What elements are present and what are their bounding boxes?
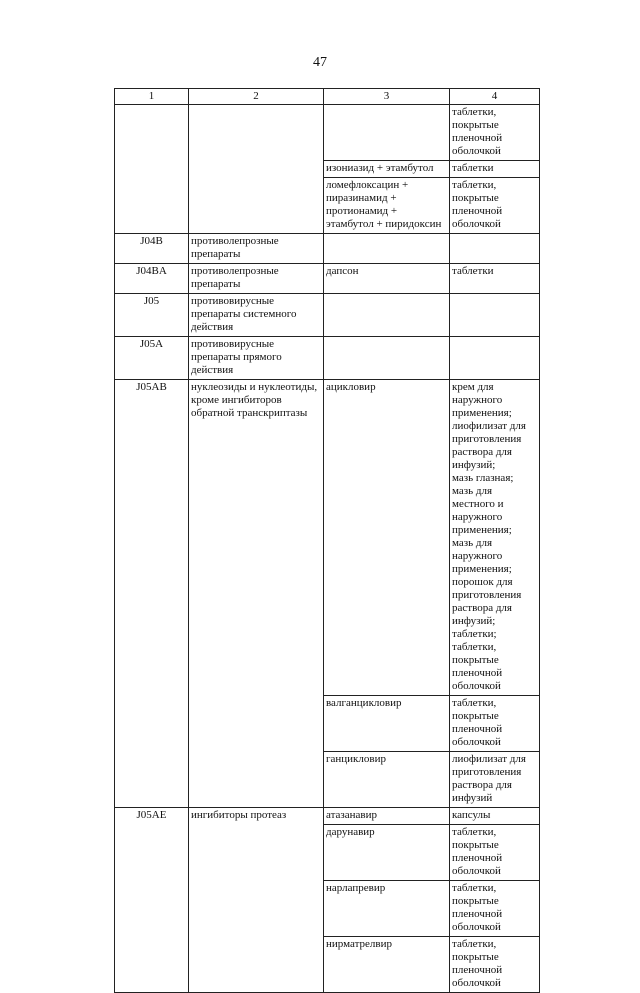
drug-cell — [324, 294, 450, 337]
form-line: лиофилизат для приготовления раствора для инфузий; — [452, 420, 526, 471]
forms-cell — [450, 937, 540, 993]
forms-cell — [450, 752, 540, 808]
page-number: 47 — [313, 55, 327, 70]
drug-cell: изониазид + этамбутол — [324, 161, 450, 178]
group-cell: ингибиторы протеаз — [189, 808, 324, 993]
table-row — [115, 808, 540, 825]
drug-cell: ацикловир — [324, 380, 450, 696]
forms-cell — [450, 696, 540, 752]
group-cell: противолепрозные препараты — [189, 234, 324, 264]
atc-code-cell — [115, 105, 189, 234]
forms-cell — [450, 105, 540, 161]
forms-cell — [450, 234, 540, 264]
forms-cell — [450, 808, 540, 825]
form-line: таблетки, покрытые пленочной оболочкой — [452, 882, 503, 933]
group-cell — [189, 105, 324, 234]
forms-cell — [450, 881, 540, 937]
atc-code-cell: J05AE — [115, 808, 189, 993]
group-cell: нуклеозиды и нуклеотиды, кроме ингибиторов обратной транскриптазы — [189, 380, 324, 808]
form-line: таблетки; — [452, 628, 497, 640]
table-row — [115, 337, 540, 380]
column-header: 1 — [115, 89, 189, 105]
form-line: таблетки, покрытые пленочной оболочкой — [452, 938, 503, 989]
column-header: 4 — [450, 89, 540, 105]
form-line: таблетки, покрытые пленочной оболочкой — [452, 641, 503, 692]
drug-table — [114, 88, 540, 993]
drug-cell: ганцикловир — [324, 752, 450, 808]
table-row — [115, 105, 540, 161]
drug-cell — [324, 234, 450, 264]
forms-cell — [450, 380, 540, 696]
forms-cell — [450, 264, 540, 294]
forms-cell — [450, 178, 540, 234]
forms-cell — [450, 825, 540, 881]
form-line: мазь для местного и наружного применения; — [452, 485, 512, 536]
form-line: таблетки, покрытые пленочной оболочкой — [452, 697, 503, 748]
group-cell: противовирусные препараты прямого действия — [189, 337, 324, 380]
column-header: 2 — [189, 89, 324, 105]
form-line: таблетки — [452, 162, 494, 174]
table-row — [115, 294, 540, 337]
form-line: порошок для приготовления раствора для инфузий; — [452, 576, 522, 627]
atc-code-cell: J05 — [115, 294, 189, 337]
header-row — [115, 89, 540, 105]
drug-cell: дарунавир — [324, 825, 450, 881]
atc-code-cell: J04B — [115, 234, 189, 264]
drug-cell: нирматрелвир — [324, 937, 450, 993]
form-line: мазь для наружного применения; — [452, 537, 512, 575]
form-line: таблетки, покрытые пленочной оболочкой — [452, 826, 503, 877]
group-cell: противолепрозные препараты — [189, 264, 324, 294]
form-line: лиофилизат для приготовления раствора для инфузий — [452, 753, 526, 804]
drug-cell: ломефлоксацин + пиразинамид + протионамид + этамбутол + пиридоксин — [324, 178, 450, 234]
atc-code-cell: J05A — [115, 337, 189, 380]
table-row — [115, 264, 540, 294]
form-line: капсулы — [452, 809, 491, 821]
drug-cell — [324, 105, 450, 161]
form-line: таблетки, покрытые пленочной оболочкой — [452, 179, 503, 230]
column-header: 3 — [324, 89, 450, 105]
drug-cell: атазанавир — [324, 808, 450, 825]
table-row — [115, 380, 540, 696]
forms-cell — [450, 337, 540, 380]
drug-cell: дапсон — [324, 264, 450, 294]
form-line: мазь глазная; — [452, 472, 514, 484]
form-line: таблетки — [452, 265, 494, 277]
group-cell: противовирусные препараты системного действия — [189, 294, 324, 337]
forms-cell — [450, 161, 540, 178]
table-row — [115, 234, 540, 264]
drug-cell: валганцикловир — [324, 696, 450, 752]
atc-code-cell: J05AB — [115, 380, 189, 808]
forms-cell — [450, 294, 540, 337]
atc-code-cell: J04BA — [115, 264, 189, 294]
drug-cell: нарлапревир — [324, 881, 450, 937]
form-line: крем для наружного применения; — [452, 381, 512, 419]
drug-cell — [324, 337, 450, 380]
form-line: таблетки, покрытые пленочной оболочкой — [452, 106, 503, 157]
